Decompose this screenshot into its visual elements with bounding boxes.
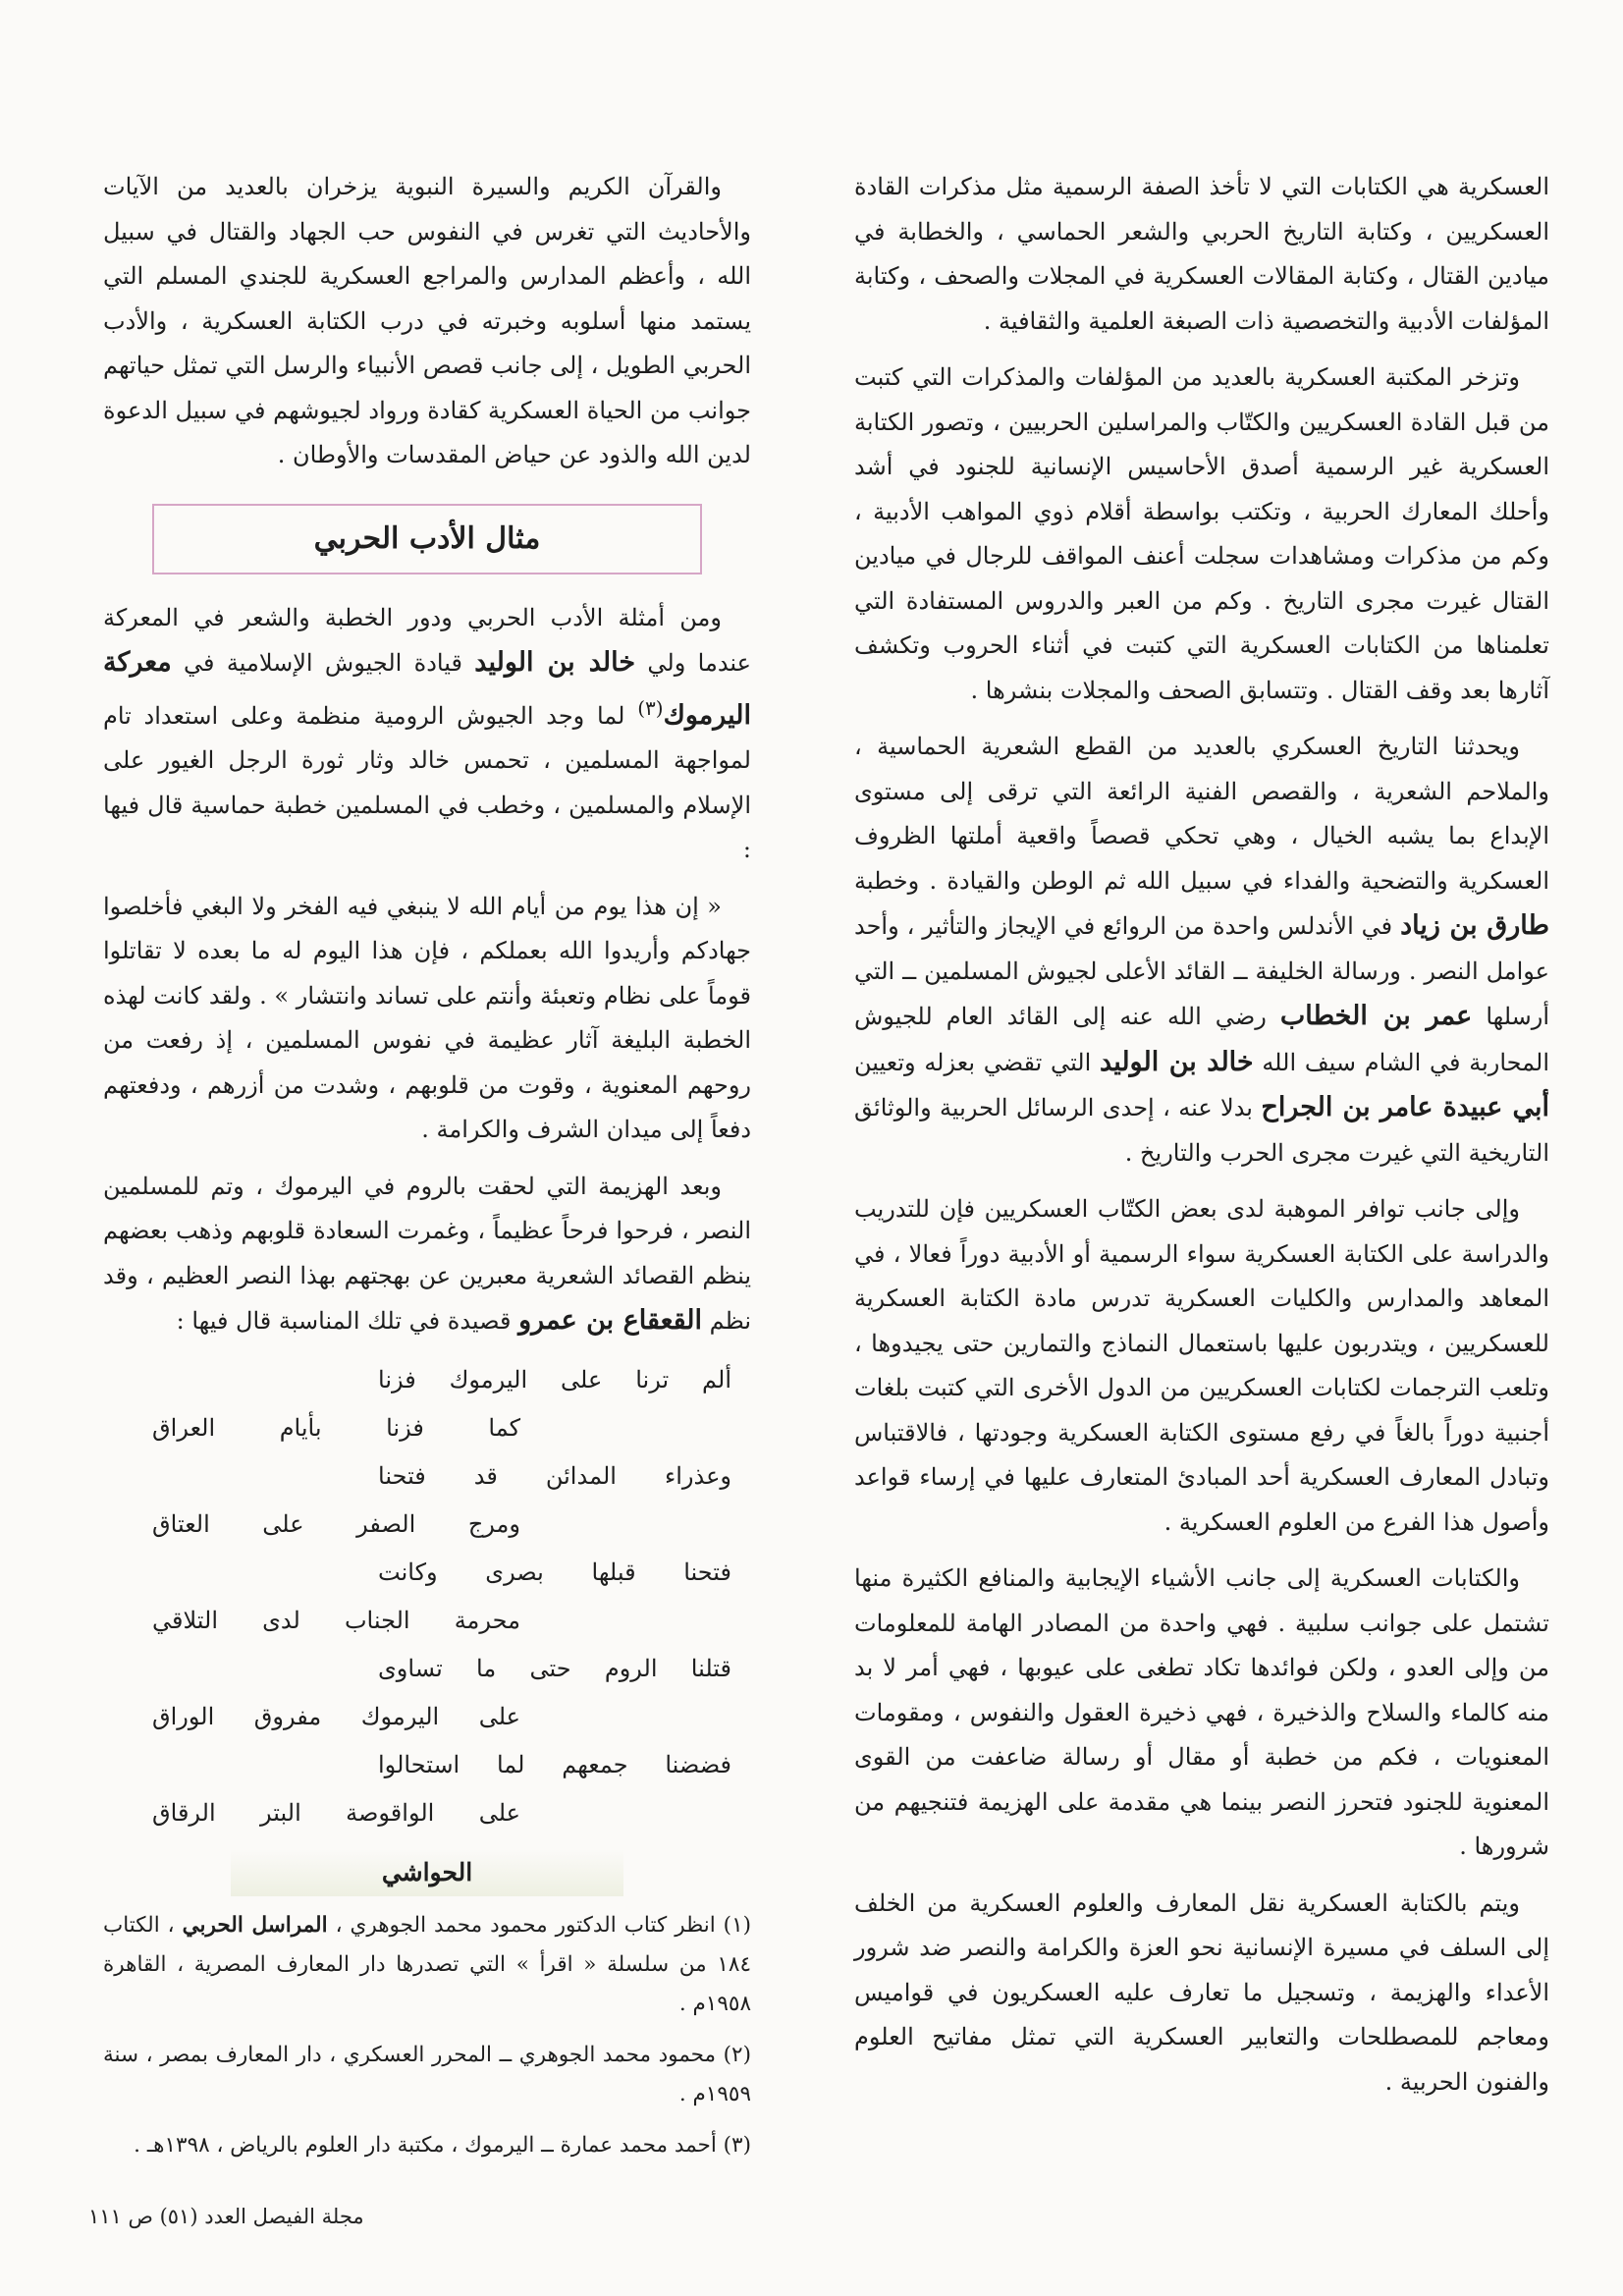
footnote: (٢) محمود محمد الجوهري ــ المحرر العسكري ، دار المعارف بمصر ، سنة ١٩٥٩م .: [103, 2042, 751, 2106]
footnote: (٣) أحمد محمد عمارة ــ اليرموك ، مكتبة دار العلوم بالرياض ، ١٣٩٨هـ .: [134, 2132, 751, 2158]
paragraph: العسكرية هي الكتابات التي لا تأخذ الصفة الرسمية مثل مذكرات القادة العسكريين ، وكتابة التاريخ الحربي والشعر الحماسي ، والخطابة في ميادين القتال ، وكتابة المقالات العسكرية في المجلات والصحف ، وكتابة المؤلفات الأدبية والتخصصية ذات الصبغة العلمية والثقافية .: [854, 173, 1549, 335]
footnote-text: (١) انظر كتاب الدكتور محمود محمد الجوهري ،: [335, 1912, 752, 1938]
poem-word: وكانت: [378, 1558, 438, 1586]
text-run: لما وجد الجيوش الرومية منظمة وعلى استعداد تام لمواجهة المسلمين ، تحمس خالد وثار ثورة الرجل الغيور على الإسلام والمسلمين ، وخطب في المسلمين خطبة حماسية قال فيها :: [103, 701, 751, 863]
poem-word: ما: [476, 1654, 497, 1682]
text-run: في الأندلس واحدة من الروائع في الإيجاز والتأثير ، وأحد عوامل النصر . ورسالة الخليفة ــ القائد الأعلى لجيوش المسلمين ــ التي أرسلها: [854, 912, 1550, 1030]
person-name: عمر بن الخطاب: [1279, 1001, 1473, 1031]
poem-line: [378, 1549, 731, 1597]
poem-word: تساوى: [378, 1654, 443, 1682]
footnote: [103, 1906, 751, 2024]
footnotes-title: الحواشي: [231, 1849, 623, 1896]
paragraph: وتزخر المكتبة العسكرية بالعديد من المؤلفات والمذكرات التي كتبت من قبل القادة العسكريين والكتّاب والمراسلين الحربيين ، وتصور الكتابة العسكرية غير الرسمية أصدق الأحاسيس الإنسانية للجنود في أشد وأحلك المعارك الحربية ، وتكتب بواسطة أقلام ذوي المواهب الأدبية ، وكم من مذكرات ومشاهدات سجلت أعنف المواقف للرجال في ميادين القتال غيرت مجرى التاريخ . وكم من العبر والدروس المستفادة التي تعلمناها من الكتابات العسكرية التي كتبت في أثناء الحروب وتكشف آثارها بعد وقف القتال . وتتسابق الصحف والمجلات بنشرها .: [854, 363, 1549, 704]
poem-word: محرمة: [454, 1606, 520, 1634]
footnote-ref: (٣): [637, 695, 664, 720]
poem-word: قبلها: [591, 1558, 636, 1586]
paragraph: ويتم بالكتابة العسكرية نقل المعارف والعلوم العسكرية من الخلف إلى السلف في مسيرة الإنسانية نحو العزة والكرامة والنصر ضد شرور الأعداء والهزيمة ، وتسجيل ما تعارف عليه العسكريون في قواميس ومعاجم للمصطلحات والتعابير العسكرية التي تمثل مفاتيح العلوم والفنون الحربية .: [854, 1888, 1549, 2096]
right-column: [854, 165, 1549, 2116]
poem-word: اليرموك: [449, 1365, 528, 1394]
paragraph: [854, 725, 1549, 1175]
poem-word: على: [478, 1798, 520, 1827]
page-footer: مجلة الفيصل العدد (٥١) ص ١١١: [88, 2205, 364, 2228]
person-name: القعقاع بن عمرو: [518, 1305, 703, 1336]
left-column: [103, 165, 751, 2177]
poem-word: على: [478, 1702, 520, 1730]
poem-word: جمعهم: [562, 1750, 628, 1778]
text-run: قيادة الجيوش الإسلامية في: [184, 649, 462, 677]
poem-word: الصفر: [356, 1509, 416, 1538]
poem-word: مفروق: [253, 1702, 322, 1730]
poem-line: [152, 1501, 520, 1549]
person-name: طارق بن زياد: [1400, 910, 1550, 941]
poem-word: ومرج: [467, 1509, 520, 1538]
poem-word: كما: [488, 1413, 520, 1442]
speech-quote: « إن هذا يوم من أيام الله لا ينبغي فيه الفخر ولا البغي فأخلصوا جهادكم وأريدوا الله بعملكم ، فإن هذا اليوم له ما بعده لا تقاتلوا قوماً على نظام وتعبئة وأنتم على تساند وانتشار » . ولقد كانت لهذه الخطبة البليغة آثار عظيمة في نفوس المسلمين ، إذ رفعت من روحهم المعنوية ، وقوت من قلوبهم ، وشدت من أزرهم ، ودفعتهم دفعاً إلى ميدان الشرف والكرامة .: [103, 892, 751, 1143]
poem-line: [152, 1597, 520, 1645]
person-name: أبي عبيدة عامر بن الجراح: [1261, 1092, 1550, 1122]
poem-word: قد: [473, 1461, 498, 1490]
poem-word: الروم: [604, 1654, 658, 1682]
poem-word: على: [561, 1365, 603, 1394]
poem-word: حتى: [529, 1654, 571, 1682]
book-title: المراسل الحربي: [182, 1912, 328, 1938]
poem-word: ترنا: [635, 1365, 670, 1394]
poem-word: اليرموك: [360, 1702, 440, 1730]
poem-word: الجناب: [344, 1606, 410, 1634]
poem-word: التلاقي: [152, 1606, 219, 1634]
poem-word: العراق: [152, 1413, 216, 1442]
poem-word: فضضنا: [665, 1750, 731, 1778]
poem-word: البتر: [260, 1798, 301, 1827]
poem-word: وعذراء: [664, 1461, 731, 1490]
poem-word: الرقاق: [152, 1798, 216, 1827]
poem-line: [378, 1452, 731, 1501]
poem-word: لدى: [262, 1606, 300, 1634]
poem-word: العتاق: [152, 1509, 210, 1538]
poem-line: [152, 1404, 520, 1452]
text-run: رضي الله عنه إلى القائد العام للجيوش المحاربة في الشام سيف الله: [854, 1003, 1549, 1076]
text-run: ومن أمثلة الأدب الحربي ودور الخطبة والشعر في المعركة عندما ولي: [103, 603, 751, 677]
paragraph: وإلى جانب توافر الموهبة لدى بعض الكتّاب العسكريين فإن للتدريب والدراسة على الكتابة العسكرية سواء الرسمية أو الأدبية دوراً فعالا ، في المعاهد والمدارس والكليات العسكرية تدرس مادة الكتابة العسكرية للعسكريين ، ويتدربون عليها باستعمال النماذج والتمارين حتى يجيدوها ، وتلعب الترجمات لكتابات العسكريين من الدول الأخرى التي كتبت بلغات أجنبية دوراً بالغاً في رفع مستوى الكتابة العسكرية وجودتها ، فالاقتباس وتبادل المعارف العسكرية أحد المبادئ المتعارف عليها في إرساء قواعد وأصول هذا الفرع من العلوم العسكرية .: [854, 1195, 1549, 1536]
poem-word: استحالوا: [378, 1750, 460, 1778]
paragraph: [103, 1165, 751, 1344]
poem-word: بصرى: [485, 1558, 544, 1586]
paragraph: والكتابات العسكرية إلى جانب الأشياء الإيجابية والمنافع الكثيرة منها تشتمل على جوانب سلبية . فهي واحدة من المصادر الهامة للمعلومات من وإلى العدو ، ولكن فوائدها تكاد تطغى على عيوبها ، فهي أمر لا بد منه كالماء والسلاح والذخيرة ، فهي ذخيرة العقول والنفوس ، ومقومات المعنويات ، فكم من خطبة أو مقال أو رسالة ضاعفت من القوى المعنوية للجنود فتحرز النصر بينما هي مقدمة على الهزيمة فتنجيهم من شرورها .: [854, 1564, 1549, 1860]
poem: [103, 1356, 751, 1837]
poem-word: فتحنا: [378, 1461, 426, 1490]
poem-word: الوراق: [152, 1702, 215, 1730]
poem-line: [378, 1356, 731, 1404]
poem-word: فزنا: [378, 1365, 416, 1394]
person-name: خالد بن الوليد: [1100, 1046, 1254, 1077]
poem-word: فزنا: [386, 1413, 424, 1442]
poem-word: لما: [496, 1750, 525, 1778]
person-name: خالد بن الوليد: [474, 647, 636, 678]
poem-line: [378, 1741, 731, 1789]
footnote-text: ، الكتاب ١٨٤ من سلسلة « اقرأ » التي تصدرها دار المعارف المصرية ، القاهرة ١٩٥٨م .: [103, 1912, 751, 2016]
poem-word: على: [262, 1509, 304, 1538]
text-run: قصيدة في تلك المناسبة قال فيها :: [176, 1307, 512, 1335]
text-run: ويحدثنا التاريخ العسكري بالعديد من القطع الشعرية الحماسية ، والملاحم الشعرية ، والقصص الفنية الرائعة التي ترقى إلى مستوى الإبداع بما يشبه الخيال ، وهي تحكي قصصاً واقعية أملتها الظروف العسكرية والتضحية والفداء في سبيل الله ثم الوطن والقيادة . وخطبة: [854, 733, 1549, 895]
poem-line: [378, 1645, 731, 1693]
poem-line: [152, 1789, 520, 1837]
text-run: وبعد الهزيمة التي لحقت بالروم في اليرموك ، وتم للمسلمين النصر ، فرحوا فرحاً عظيماً ، وغمرت السعادة قلوبهم وذهب بعضهم ينظم القصائد الشعرية معبرين عن بهجتهم بهذا النصر العظيم ، وقد نظم: [103, 1172, 751, 1335]
paragraph: [103, 596, 751, 873]
paragraph: والقرآن الكريم والسيرة النبوية يزخران بالعديد من الآيات والأحاديث التي تغرس في النفوس حب الجهاد والقتال في سبيل الله ، وأعظم المدارس والمراجع العسكرية للجندي المسلم التي يستمد منها أسلوبه وخبرته في درب الكتابة العسكرية ، والأدب الحربي الطويل ، إلى جانب قصص الأنبياء والرسل التي تمثل حياتهم جوانب من الحياة العسكرية كقادة ورواد لجيوشهم في سبيل الدعوة لدين الله والذود عن حياض المقدسات والأوطان .: [103, 173, 751, 468]
poem-word: الواقوصة: [346, 1798, 435, 1827]
battle-name: معركة اليرموك: [103, 647, 751, 731]
text-run: بدلا عنه ، إحدى الرسائل الحربية والوثائق التاريخية التي غيرت مجرى الحرب والتاريخ .: [854, 1094, 1549, 1167]
text-run: التي تقضي بعزله وتعيين: [854, 1048, 1092, 1076]
poem-word: ألم: [702, 1365, 731, 1394]
poem-word: فتحنا: [683, 1558, 731, 1586]
poem-word: بأيام: [279, 1413, 322, 1442]
poem-line: [152, 1693, 520, 1741]
section-heading: مثال الأدب الحربي: [152, 504, 702, 574]
poem-word: المدائن: [545, 1461, 617, 1490]
poem-word: قتلنا: [690, 1654, 731, 1682]
